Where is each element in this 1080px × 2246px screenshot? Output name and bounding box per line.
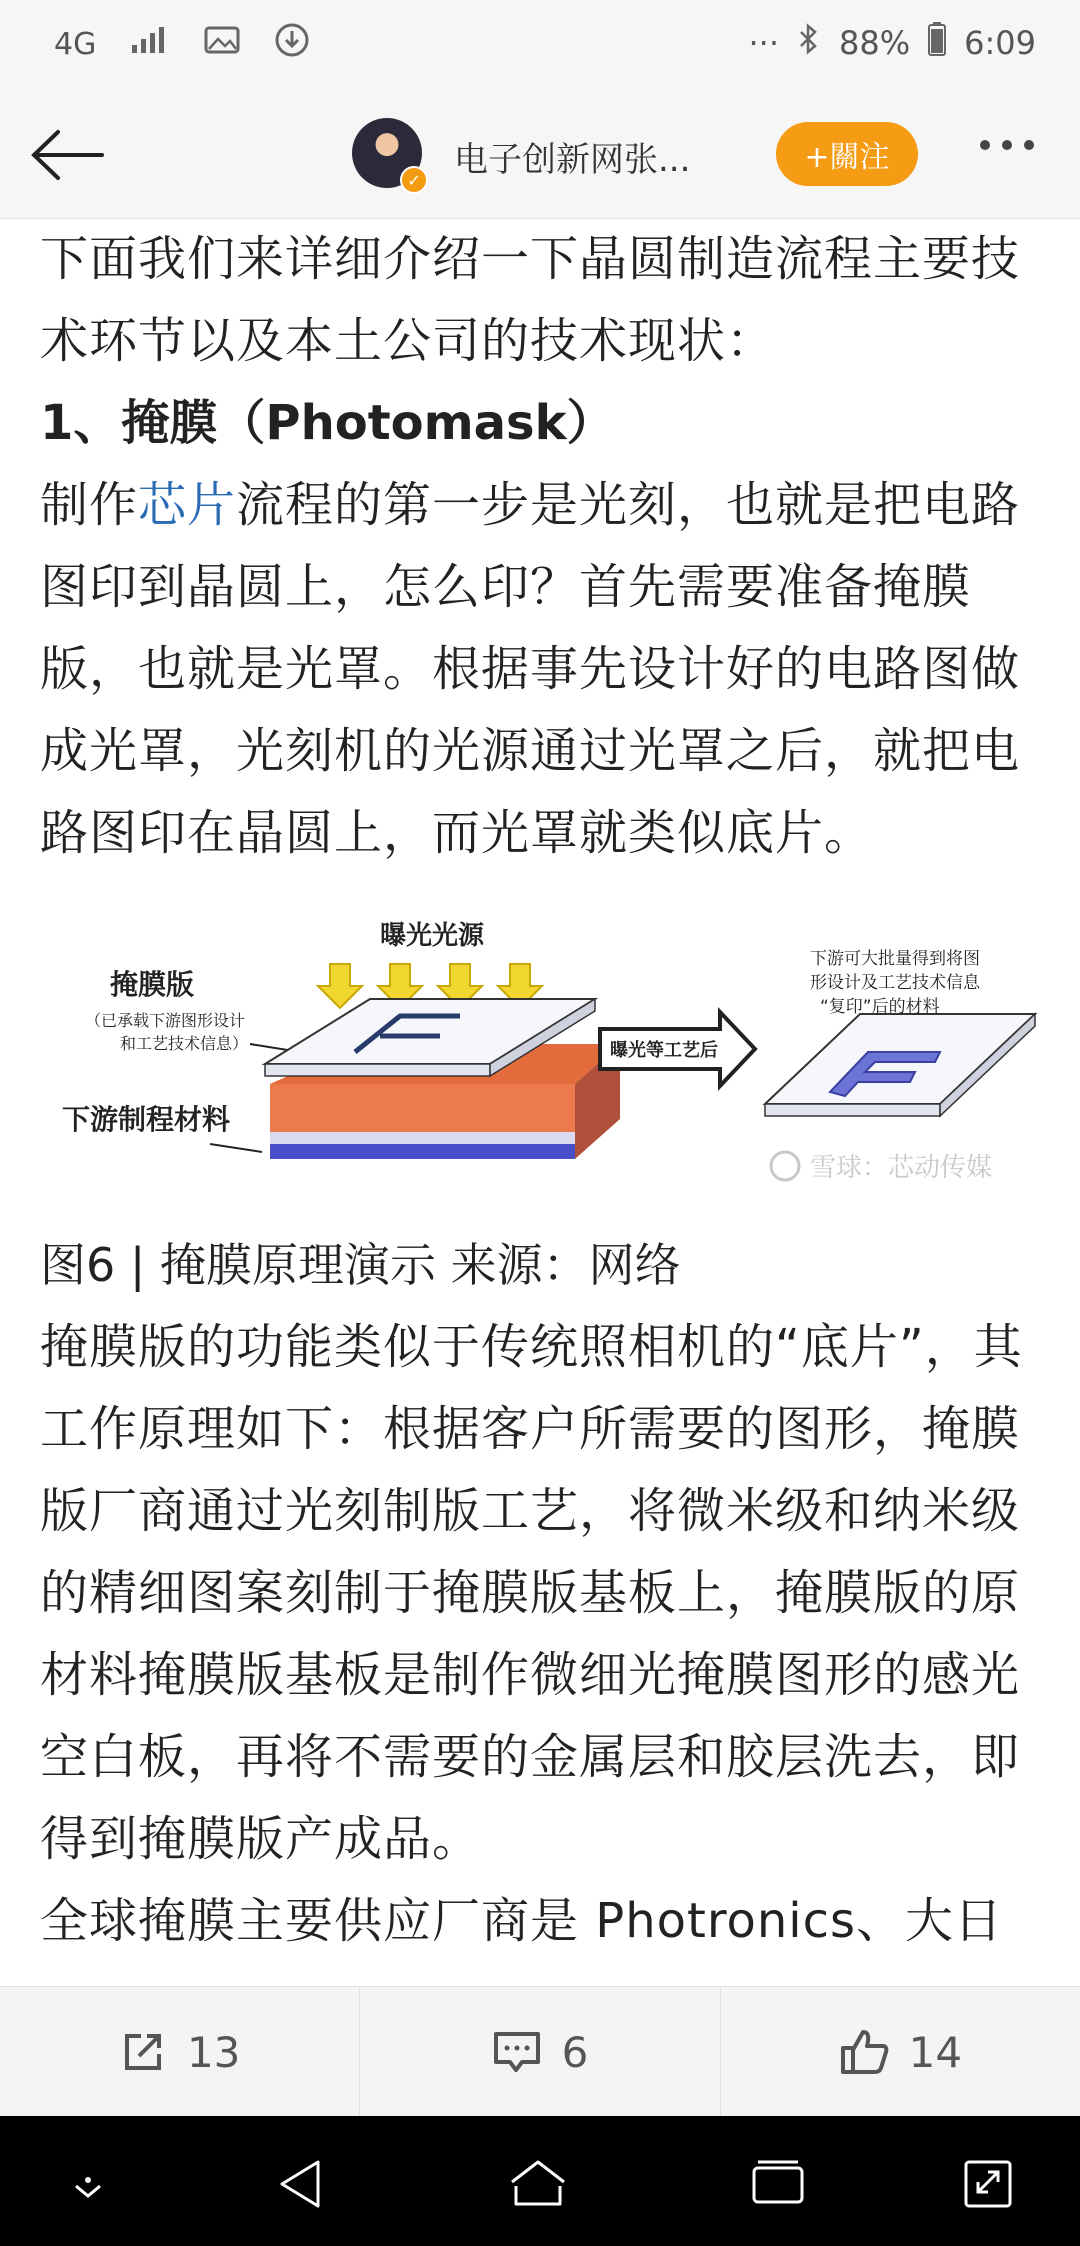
triangle-back-icon — [272, 2156, 332, 2212]
status-dots: ··· — [748, 24, 780, 62]
bluetooth-icon — [797, 22, 821, 64]
verified-badge-icon: ✓ — [400, 166, 428, 194]
author-name[interactable]: 电子创新网张... — [454, 140, 691, 180]
status-bar — [0, 0, 1080, 92]
paragraph-photomask — [40, 464, 1050, 874]
download-icon — [274, 22, 310, 66]
recents-icon — [748, 2156, 808, 2212]
nav-expand-button[interactable] — [958, 2156, 1018, 2212]
paragraph-suppliers: 全球掩膜主要供应厂商是 Photronics、大日 — [40, 1893, 1004, 1949]
more-dot-icon — [1024, 140, 1034, 150]
network-indicator: 4G — [54, 26, 97, 62]
image-icon — [204, 25, 240, 63]
signal-icon — [130, 25, 170, 63]
article-body — [40, 218, 1050, 1962]
intro-paragraph: 下面我们来详细介绍一下晶圆制造流程主要技术环节以及本土公司的技术现状： — [40, 231, 1021, 369]
paragraph-text: 制作 — [40, 477, 139, 533]
photomask-diagram — [50, 904, 1050, 1204]
result-label: “复印”后的材料 — [820, 997, 940, 1017]
process-label: 曝光等工艺后 — [610, 1040, 718, 1061]
back-button[interactable] — [28, 120, 108, 190]
comment-icon — [492, 2028, 542, 2076]
mask-note-label: （已承载下游图形设计 — [85, 1011, 246, 1030]
home-icon — [508, 2156, 568, 2212]
mask-note-label: 和工艺技术信息） — [120, 1034, 249, 1053]
like-count: 14 — [908, 2027, 963, 2077]
share-icon — [119, 2028, 167, 2076]
result-label: 下游可大批量得到将图 — [810, 949, 980, 969]
article-header — [0, 92, 1080, 219]
result-label: 形设计及工艺技术信息 — [810, 973, 980, 993]
comment-button[interactable] — [360, 1987, 720, 2117]
mask-title-label: 掩膜版 — [110, 968, 195, 1001]
battery-icon — [928, 22, 946, 64]
nav-home-button[interactable] — [508, 2156, 568, 2212]
expand-icon — [958, 2156, 1018, 2212]
thumbs-up-icon — [839, 2028, 889, 2076]
clock: 6:09 — [964, 24, 1036, 62]
comment-count: 6 — [561, 2027, 589, 2077]
nav-recents-button[interactable] — [748, 2156, 808, 2212]
system-nav-bar — [0, 2116, 1080, 2246]
like-button[interactable] — [721, 1987, 1080, 2117]
nav-back-button[interactable] — [272, 2156, 332, 2212]
more-dot-icon — [1002, 140, 1012, 150]
share-button[interactable] — [0, 1987, 360, 2117]
figure-caption: 图6 | 掩膜原理演示 来源：网络 — [40, 1238, 681, 1292]
watermark-label: 雪球：芯动传媒 — [810, 1153, 993, 1183]
back-arrow-icon — [28, 120, 108, 190]
battery-level: 88% — [839, 24, 911, 62]
share-count: 13 — [186, 2027, 241, 2077]
paragraph-mask-function: 掩膜版的功能类似于传统照相机的“底片”，其工作原理如下：根据客户所需要的图形，掩膜版厂商通过光刻制版工艺，将微米级和纳米级的精细图案刻制于掩膜版基板上，掩膜版的原材料掩膜版基板是制作微细光掩膜图形的感光空白板，再将不需要的金属层和胶层洗去，即得到掩膜版产成品。 — [40, 1319, 1023, 1867]
more-options-button[interactable] — [980, 140, 1034, 150]
nav-hide-button[interactable] — [58, 2156, 118, 2212]
chevron-down-icon — [58, 2156, 118, 2212]
light-source-label: 曝光光源 — [380, 921, 485, 951]
more-dot-icon — [980, 140, 990, 150]
chip-link[interactable]: 芯片 — [138, 477, 237, 533]
section-title: 1、掩膜（Photomask） — [40, 395, 615, 451]
follow-button[interactable]: +關注 — [776, 122, 918, 186]
action-bar — [0, 1986, 1080, 2117]
paragraph-text: 流程的第一步是光刻，也就是把电路图印到晶圆上，怎么印？首先需要准备掩膜版，也就是光罩。根据事先设计好的电路图做成光罩，光刻机的光源通过光罩之后，就把电路图印在晶圆上，而光罩就类似底片。 — [40, 477, 1021, 861]
material-label: 下游制程材料 — [62, 1103, 231, 1136]
